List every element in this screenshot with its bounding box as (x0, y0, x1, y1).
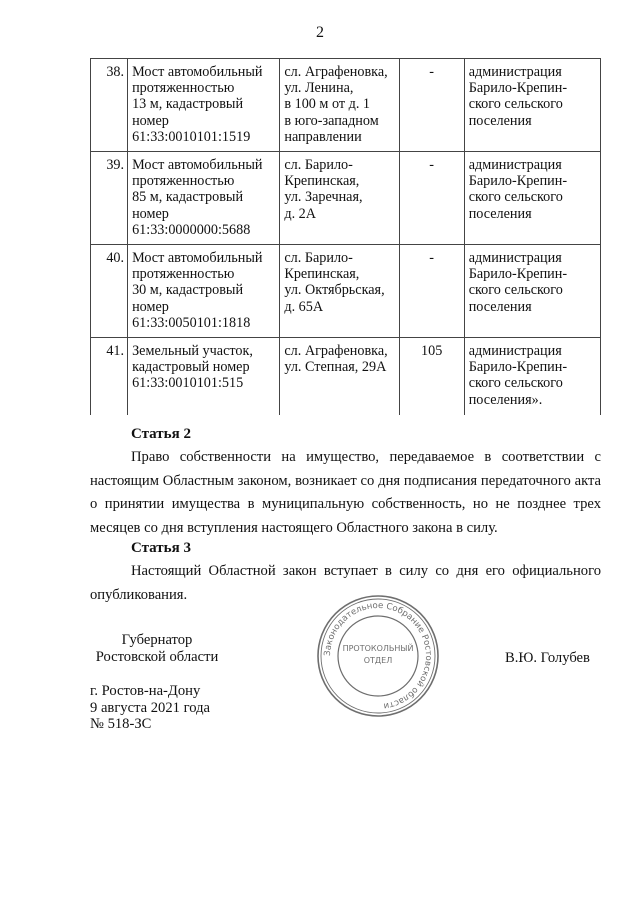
location-cell: сл. Барило- Крепинская, ул. Октябрьская, д. 65А (280, 245, 399, 338)
area-cell: - (399, 152, 464, 245)
property-name-cell: Земельный участок, кадастровый номер 61:33:0010101:515 (128, 338, 280, 415)
recipient-cell: администрация Барило-Крепин- ского сельского поселения (464, 245, 600, 338)
property-name-cell: Мост автомобильный протяженностью 85 м, кадастровый номер 61:33:0000000:5688 (128, 152, 280, 245)
row-number: 39. (91, 152, 128, 245)
recipient-cell: администрация Барило-Крепин- ского сельского поселения». (464, 338, 600, 415)
article-2-text: Право собственности на имущество, передаваемое в соответствии с настоящим Областным законом, возникает со дня подписания передаточного акта о принятии имущества в муниципальную собственность, но не позднее трех месяцев со дня вступления настоящего Областного закона в силу. (90, 449, 601, 536)
official-stamp (315, 593, 441, 719)
table-row (91, 245, 601, 338)
row-number: 38. (91, 59, 128, 152)
article-3-title: Статья 3 (131, 540, 191, 556)
stamp-center-text-2: ОТДЕЛ (363, 656, 393, 665)
area-cell: - (399, 245, 464, 338)
recipient-cell: администрация Барило-Крепин- ского сельского поселения (464, 152, 600, 245)
area-cell: - (399, 59, 464, 152)
property-name-cell: Мост автомобильный протяженностью 30 м, кадастровый номер 61:33:0050101:1818 (128, 245, 280, 338)
signatory-title: Губернатор Ростовской области (95, 632, 219, 665)
row-number: 40. (91, 245, 128, 338)
signatory-name: В.Ю. Голубев (505, 650, 590, 666)
article-2-title: Статья 2 (131, 426, 191, 442)
recipient-cell: администрация Барило-Крепин- ского сельского поселения (464, 59, 600, 152)
area-cell: 105 (399, 338, 464, 415)
location-cell: сл. Аграфеновка, ул. Степная, 29А (280, 338, 399, 415)
table-row (91, 152, 601, 245)
property-table (90, 58, 601, 415)
location-cell: сл. Аграфеновка, ул. Ленина, в 100 м от д. 1 в юго-западном направлении (280, 59, 399, 152)
page-number: 2 (316, 24, 324, 41)
location-cell: сл. Барило- Крепинская, ул. Заречная, д. 2А (280, 152, 399, 245)
row-number: 41. (91, 338, 128, 415)
property-name-cell: Мост автомобильный протяженностью 13 м, кадастровый номер 61:33:0010101:1519 (128, 59, 280, 152)
place-date-number: г. Ростов-на-Дону 9 августа 2021 года № 518-ЗС (90, 683, 210, 732)
table-row (91, 59, 601, 152)
article-3-text: Настоящий Областной закон вступает в силу со дня его официального опубликования. (90, 563, 601, 603)
property-table-body (91, 59, 601, 415)
table-row (91, 338, 601, 415)
stamp-ring-text: Законодательное Собрание Ростовской области (322, 600, 434, 711)
stamp-center-text-1: ПРОТОКОЛЬНЫЙ (342, 644, 414, 653)
